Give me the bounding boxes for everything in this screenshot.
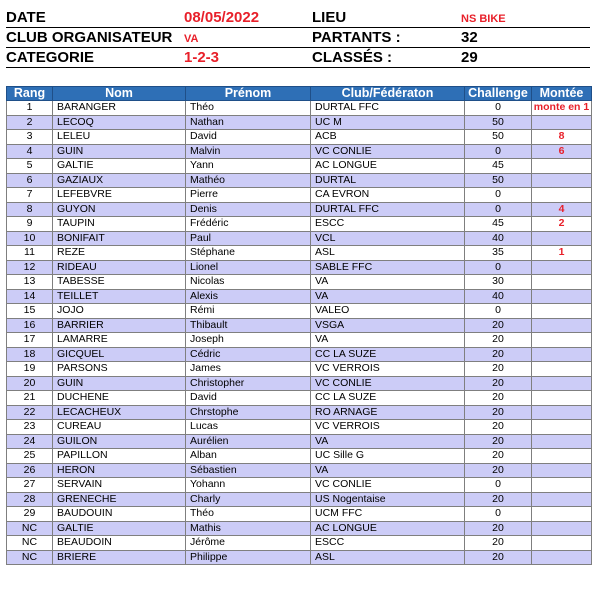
challenge-cell: 50 xyxy=(465,173,532,188)
table-row xyxy=(7,347,592,362)
prenom-cell: Jérôme xyxy=(186,536,311,551)
montee-cell xyxy=(532,289,592,304)
challenge-cell: 45 xyxy=(465,217,532,232)
table-row xyxy=(7,231,592,246)
montee-cell xyxy=(532,449,592,464)
montee-cell xyxy=(532,434,592,449)
rang-cell: 1 xyxy=(7,101,53,116)
montee-cell xyxy=(532,318,592,333)
table-row xyxy=(7,202,592,217)
table-row xyxy=(7,188,592,203)
montee-cell xyxy=(532,275,592,290)
table-row xyxy=(7,289,592,304)
montee-cell: monte en 1 xyxy=(532,101,592,116)
montee-cell xyxy=(532,333,592,348)
nom-cell: REZE xyxy=(53,246,186,261)
club-cell: VC VERROIS xyxy=(311,420,465,435)
nom-cell: GICQUEL xyxy=(53,347,186,362)
challenge-cell: 40 xyxy=(465,231,532,246)
column-header-prenom: Prénom xyxy=(186,87,311,101)
nom-cell: GAZIAUX xyxy=(53,173,186,188)
prenom-cell: Lionel xyxy=(186,260,311,275)
nom-cell: HERON xyxy=(53,463,186,478)
challenge-cell: 20 xyxy=(465,449,532,464)
club-cell: VA xyxy=(311,333,465,348)
nom-cell: JOJO xyxy=(53,304,186,319)
prenom-cell: James xyxy=(186,362,311,377)
nom-cell: GALTIE xyxy=(53,159,186,174)
table-row xyxy=(7,405,592,420)
prenom-cell: Alexis xyxy=(186,289,311,304)
prenom-cell: Mathéo xyxy=(186,173,311,188)
rang-cell: 9 xyxy=(7,217,53,232)
montee-cell xyxy=(532,550,592,565)
nom-cell: BEAUDOIN xyxy=(53,536,186,551)
table-row xyxy=(7,376,592,391)
challenge-cell: 0 xyxy=(465,304,532,319)
club-cell: RO ARNAGE xyxy=(311,405,465,420)
prenom-cell: Paul xyxy=(186,231,311,246)
challenge-cell: 45 xyxy=(465,159,532,174)
nom-cell: LECOQ xyxy=(53,115,186,130)
rang-cell: 27 xyxy=(7,478,53,493)
prenom-cell: Pierre xyxy=(186,188,311,203)
rang-cell: 25 xyxy=(7,449,53,464)
club-cell: SABLE FFC xyxy=(311,260,465,275)
montee-cell xyxy=(532,405,592,420)
prenom-cell: Yann xyxy=(186,159,311,174)
header-row-categorie xyxy=(6,48,590,68)
prenom-cell: Aurélien xyxy=(186,434,311,449)
nom-cell: BARANGER xyxy=(53,101,186,116)
rang-cell: 12 xyxy=(7,260,53,275)
rang-cell: 22 xyxy=(7,405,53,420)
challenge-cell: 20 xyxy=(465,492,532,507)
club-cell: VC CONLIE xyxy=(311,144,465,159)
montee-cell: 4 xyxy=(532,202,592,217)
lieu-label: LIEU xyxy=(312,9,347,26)
rang-cell: NC xyxy=(7,550,53,565)
challenge-cell: 40 xyxy=(465,289,532,304)
table-row xyxy=(7,130,592,145)
challenge-cell: 50 xyxy=(465,130,532,145)
montee-cell xyxy=(532,362,592,377)
nom-cell: BARRIER xyxy=(53,318,186,333)
table-row xyxy=(7,217,592,232)
club-cell: ACB xyxy=(311,130,465,145)
column-header-nom: Nom xyxy=(53,87,186,101)
challenge-cell: 0 xyxy=(465,188,532,203)
montee-cell: 6 xyxy=(532,144,592,159)
nom-cell: BAUDOUIN xyxy=(53,507,186,522)
montee-cell xyxy=(532,260,592,275)
montee-cell xyxy=(532,521,592,536)
montee-cell xyxy=(532,492,592,507)
nom-cell: LAMARRE xyxy=(53,333,186,348)
table-row xyxy=(7,318,592,333)
montee-cell xyxy=(532,536,592,551)
date-label: DATE xyxy=(6,9,46,26)
rang-cell: 26 xyxy=(7,463,53,478)
prenom-cell: Philippe xyxy=(186,550,311,565)
table-row xyxy=(7,449,592,464)
table-row xyxy=(7,463,592,478)
challenge-cell: 20 xyxy=(465,434,532,449)
challenge-cell: 35 xyxy=(465,246,532,261)
club-cell: CA EVRON xyxy=(311,188,465,203)
nom-cell: BONIFAIT xyxy=(53,231,186,246)
montee-cell xyxy=(532,507,592,522)
prenom-cell: Frédéric xyxy=(186,217,311,232)
rang-cell: 8 xyxy=(7,202,53,217)
montee-cell xyxy=(532,478,592,493)
challenge-cell: 20 xyxy=(465,391,532,406)
table-row xyxy=(7,362,592,377)
table-row xyxy=(7,304,592,319)
rang-cell: 13 xyxy=(7,275,53,290)
prenom-cell: Mathis xyxy=(186,521,311,536)
partants-value: 32 xyxy=(461,29,478,46)
club-cell: US Nogentaise xyxy=(311,492,465,507)
nom-cell: GALTIE xyxy=(53,521,186,536)
prenom-cell: Christopher xyxy=(186,376,311,391)
club-cell: VC CONLIE xyxy=(311,376,465,391)
club-cell: UC Sille G xyxy=(311,449,465,464)
nom-cell: GUIN xyxy=(53,144,186,159)
nom-cell: LELEU xyxy=(53,130,186,145)
challenge-cell: 20 xyxy=(465,420,532,435)
challenge-cell: 20 xyxy=(465,362,532,377)
column-header-montee: Montée xyxy=(532,87,592,101)
prenom-cell: Cédric xyxy=(186,347,311,362)
prenom-cell: Joseph xyxy=(186,333,311,348)
challenge-cell: 20 xyxy=(465,521,532,536)
table-row xyxy=(7,478,592,493)
rang-cell: 7 xyxy=(7,188,53,203)
club-cell: VA xyxy=(311,289,465,304)
montee-cell xyxy=(532,159,592,174)
montee-cell xyxy=(532,231,592,246)
challenge-cell: 50 xyxy=(465,115,532,130)
nom-cell: TEILLET xyxy=(53,289,186,304)
club-cell: UCM FFC xyxy=(311,507,465,522)
prenom-cell: Yohann xyxy=(186,478,311,493)
results-table-head xyxy=(7,87,592,101)
prenom-cell: Nicolas xyxy=(186,275,311,290)
club-cell: CC LA SUZE xyxy=(311,347,465,362)
prenom-cell: Stéphane xyxy=(186,246,311,261)
rang-cell: 23 xyxy=(7,420,53,435)
classes-label: CLASSÉS : xyxy=(312,49,393,66)
table-row xyxy=(7,101,592,116)
table-row xyxy=(7,391,592,406)
prenom-cell: Thibault xyxy=(186,318,311,333)
nom-cell: BRIERE xyxy=(53,550,186,565)
nom-cell: LECACHEUX xyxy=(53,405,186,420)
prenom-cell: Alban xyxy=(186,449,311,464)
challenge-cell: 0 xyxy=(465,507,532,522)
challenge-cell: 20 xyxy=(465,405,532,420)
rang-cell: 14 xyxy=(7,289,53,304)
nom-cell: GUIN xyxy=(53,376,186,391)
club-label: CLUB ORGANISATEUR xyxy=(6,29,173,46)
prenom-cell: Denis xyxy=(186,202,311,217)
rang-cell: 21 xyxy=(7,391,53,406)
rang-cell: 18 xyxy=(7,347,53,362)
rang-cell: 6 xyxy=(7,173,53,188)
lieu-value: NS BIKE xyxy=(461,13,506,25)
nom-cell: TABESSE xyxy=(53,275,186,290)
prenom-cell: Chrstophe xyxy=(186,405,311,420)
table-row xyxy=(7,275,592,290)
nom-cell: SERVAIN xyxy=(53,478,186,493)
club-cell: DURTAL FFC xyxy=(311,202,465,217)
challenge-cell: 20 xyxy=(465,463,532,478)
results-table xyxy=(6,86,592,565)
challenge-cell: 0 xyxy=(465,144,532,159)
classes-value: 29 xyxy=(461,49,478,66)
rang-cell: 16 xyxy=(7,318,53,333)
challenge-cell: 20 xyxy=(465,318,532,333)
challenge-cell: 20 xyxy=(465,333,532,348)
club-cell: VSGA xyxy=(311,318,465,333)
rang-cell: 15 xyxy=(7,304,53,319)
prenom-cell: Théo xyxy=(186,101,311,116)
categorie-value: 1-2-3 xyxy=(184,49,220,66)
rang-cell: 4 xyxy=(7,144,53,159)
club-cell: ESCC xyxy=(311,217,465,232)
prenom-cell: Rémi xyxy=(186,304,311,319)
club-cell: CC LA SUZE xyxy=(311,391,465,406)
date-value: 08/05/2022 xyxy=(184,9,260,26)
club-cell: VC VERROIS xyxy=(311,362,465,377)
nom-cell: GUILON xyxy=(53,434,186,449)
challenge-cell: 0 xyxy=(465,101,532,116)
montee-cell xyxy=(532,347,592,362)
club-cell: VA xyxy=(311,434,465,449)
montee-cell: 1 xyxy=(532,246,592,261)
rang-cell: NC xyxy=(7,536,53,551)
montee-cell: 8 xyxy=(532,130,592,145)
prenom-cell: David xyxy=(186,130,311,145)
table-row xyxy=(7,434,592,449)
table-row xyxy=(7,115,592,130)
club-cell: VC CONLIE xyxy=(311,478,465,493)
header-row-date xyxy=(6,8,590,28)
prenom-cell: Théo xyxy=(186,507,311,522)
rang-cell: NC xyxy=(7,521,53,536)
nom-cell: CUREAU xyxy=(53,420,186,435)
prenom-cell: Lucas xyxy=(186,420,311,435)
challenge-cell: 20 xyxy=(465,536,532,551)
nom-cell: PARSONS xyxy=(53,362,186,377)
rang-cell: 17 xyxy=(7,333,53,348)
montee-cell xyxy=(532,463,592,478)
montee-cell xyxy=(532,188,592,203)
header-row-club xyxy=(6,28,590,48)
column-header-rang: Rang xyxy=(7,87,53,101)
prenom-cell: Malvin xyxy=(186,144,311,159)
prenom-cell: Nathan xyxy=(186,115,311,130)
challenge-cell: 0 xyxy=(465,202,532,217)
results-header xyxy=(6,8,590,68)
rang-cell: 5 xyxy=(7,159,53,174)
table-row xyxy=(7,550,592,565)
challenge-cell: 30 xyxy=(465,275,532,290)
challenge-cell: 0 xyxy=(465,478,532,493)
montee-cell: 2 xyxy=(532,217,592,232)
rang-cell: 24 xyxy=(7,434,53,449)
prenom-cell: Charly xyxy=(186,492,311,507)
montee-cell xyxy=(532,420,592,435)
montee-cell xyxy=(532,173,592,188)
challenge-cell: 20 xyxy=(465,347,532,362)
nom-cell: PAPILLON xyxy=(53,449,186,464)
challenge-cell: 20 xyxy=(465,550,532,565)
club-value: VA xyxy=(184,33,199,45)
table-row xyxy=(7,144,592,159)
column-header-club: Club/Fédératon xyxy=(311,87,465,101)
challenge-cell: 20 xyxy=(465,376,532,391)
club-cell: DURTAL FFC xyxy=(311,101,465,116)
montee-cell xyxy=(532,376,592,391)
rang-cell: 29 xyxy=(7,507,53,522)
club-cell: VA xyxy=(311,275,465,290)
partants-label: PARTANTS : xyxy=(312,29,401,46)
rang-cell: 2 xyxy=(7,115,53,130)
club-cell: AC LONGUE xyxy=(311,521,465,536)
nom-cell: GRENECHE xyxy=(53,492,186,507)
column-header-challenge: Challenge xyxy=(465,87,532,101)
nom-cell: TAUPIN xyxy=(53,217,186,232)
rang-cell: 3 xyxy=(7,130,53,145)
nom-cell: LEFEBVRE xyxy=(53,188,186,203)
table-row xyxy=(7,260,592,275)
montee-cell xyxy=(532,115,592,130)
club-cell: UC M xyxy=(311,115,465,130)
table-row xyxy=(7,420,592,435)
table-row xyxy=(7,159,592,174)
nom-cell: RIDEAU xyxy=(53,260,186,275)
table-row xyxy=(7,507,592,522)
nom-cell: DUCHENE xyxy=(53,391,186,406)
rang-cell: 19 xyxy=(7,362,53,377)
montee-cell xyxy=(532,304,592,319)
prenom-cell: David xyxy=(186,391,311,406)
club-cell: ASL xyxy=(311,550,465,565)
rang-cell: 20 xyxy=(7,376,53,391)
results-table-body xyxy=(7,101,592,565)
table-row xyxy=(7,173,592,188)
table-row xyxy=(7,333,592,348)
club-cell: VA xyxy=(311,463,465,478)
club-cell: ASL xyxy=(311,246,465,261)
rang-cell: 28 xyxy=(7,492,53,507)
club-cell: VALEO xyxy=(311,304,465,319)
prenom-cell: Sébastien xyxy=(186,463,311,478)
rang-cell: 10 xyxy=(7,231,53,246)
club-cell: VCL xyxy=(311,231,465,246)
table-row xyxy=(7,246,592,261)
montee-cell xyxy=(532,391,592,406)
table-row xyxy=(7,521,592,536)
categorie-label: CATEGORIE xyxy=(6,49,95,66)
rang-cell: 11 xyxy=(7,246,53,261)
nom-cell: GUYON xyxy=(53,202,186,217)
club-cell: DURTAL xyxy=(311,173,465,188)
club-cell: ESCC xyxy=(311,536,465,551)
table-row xyxy=(7,536,592,551)
club-cell: AC LONGUE xyxy=(311,159,465,174)
table-row xyxy=(7,492,592,507)
challenge-cell: 0 xyxy=(465,260,532,275)
